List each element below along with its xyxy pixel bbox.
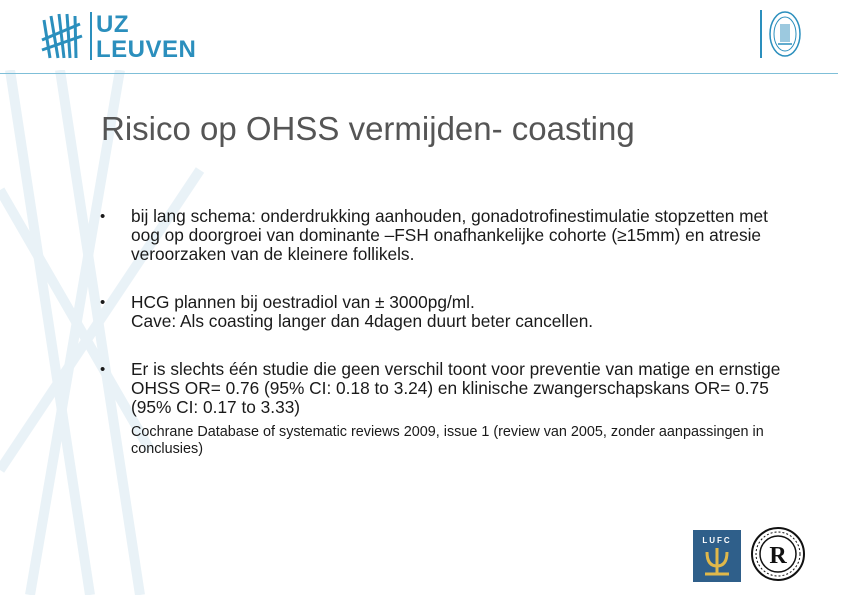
- bullet-item: [100, 293, 800, 331]
- lufc-label: LUFC: [702, 536, 732, 545]
- university-seal-icon: [768, 10, 802, 58]
- logo-line-uz: UZ: [96, 11, 129, 38]
- bullet-text: Er is slechts één studie die geen verschil toont voor preventie van matige en ernstige OHSS OR= 0.76 (95% CI: 0.18 to 3.24) en klinische zwangerschapskans OR= 0.75 (95% CI: 0.17 to 3.33): [131, 359, 781, 417]
- header: [0, 0, 842, 75]
- bullet-marker: •: [100, 208, 106, 225]
- bullet-text-line1: HCG plannen bij oestradiol van ± 3000pg/ml.: [131, 292, 475, 312]
- uz-leuven-logo: [40, 10, 200, 64]
- logo-divider: [90, 12, 92, 60]
- lufc-logo-icon: [693, 530, 741, 582]
- bullet-item: [100, 360, 800, 458]
- slide-title: Risico op OHSS vermijden- coasting: [101, 110, 635, 147]
- uz-leuven-emblem-icon: [40, 10, 90, 64]
- bullet-list: [100, 207, 800, 458]
- bullet-marker: •: [100, 294, 106, 311]
- header-divider: [0, 73, 838, 74]
- bullet-item: [100, 207, 800, 264]
- bullet-marker: •: [100, 361, 106, 378]
- logo-wordmark: [96, 12, 196, 62]
- bullet-text: bij lang schema: onderdrukking aanhouden, gonadotrofinestimulatie stopzetten met oog op doorgroei van dominante –FSH onafhankelijke cohorte (≥15mm) en atresie veroorzaken van de kleinere follikels.: [131, 206, 768, 264]
- bullet-text-line2: Cave: Als coasting langer dan 4dagen duurt beter cancellen.: [131, 311, 594, 331]
- seal-letter: R: [769, 543, 787, 569]
- accreditation-seal-icon: [750, 526, 806, 582]
- logo-line-leuven: LEUVEN: [96, 36, 197, 63]
- reference-citation: Cochrane Database of systematic reviews 2009, issue 1 (review van 2005, zonder aanpassingen in conclusies): [131, 424, 764, 457]
- seal-divider: [760, 10, 762, 58]
